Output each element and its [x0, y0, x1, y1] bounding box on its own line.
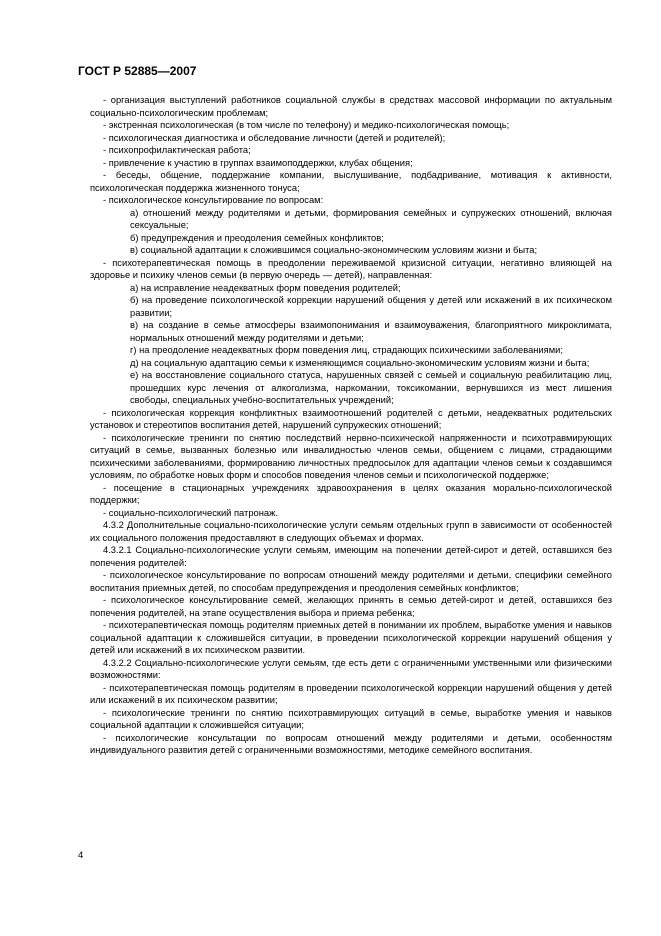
paragraph: - экстренная психологическая (в том числе по телефону) и медико-психологическая помощь;	[103, 120, 510, 130]
page-number: 4	[78, 850, 84, 861]
section-paragraph: 4.3.2.2 Социально-психологические услуги семьям, где есть дети с ограниченными умственными или физическими возможностями:	[90, 657, 612, 680]
paragraph: - психологическое консультирование по вопросам отношений между родителями и детьми, специфики семейного воспитания приемных детей, по способам предупреждения и преодоления семейных конфликтов;	[90, 570, 612, 593]
list-subitem: д) на социальную адаптацию семьи к изменяющимся социально-экономическим условиям жизни и быта;	[130, 357, 590, 368]
paragraph: - беседы, общение, поддержание компании, выслушивание, подбадривание, мотивация к активности, психологическая поддержка жизненного тонуса;	[90, 170, 612, 193]
paragraph: - психологическое консультирование семей, желающих принять в семью детей-сирот и детей, оставшихся без попечения родителей, на этапе осуществления выбора и приема ребенка;	[90, 595, 612, 618]
paragraph: - психотерапевтическая помощь в преодолении переживаемой кризисной ситуации, негативно влияющей на здоровье и психику членов семьи (в первую очередь — детей), направленная:	[90, 257, 612, 280]
document-header: ГОСТ Р 52885—2007	[78, 64, 197, 78]
paragraph: - психологическая коррекция конфликтных взаимоотношений родителей с детьми, неадекватных родительских установок и стереотипов воспитания детей, нарушений супружеских отношений;	[90, 407, 612, 430]
paragraph: - психологические тренинги по снятию последствий нервно-психической напряженности и психотравмирующих ситуаций в семье, вызванных болезнью или инвалидностью членов семьи, общением с лицами, страдающими психическими заболеваниями, формированию личностных предпосылок для адаптации членов семьи к создавшимся условиям, по обработке новых форм и способов поведения членов семьи и психологической поддержке;	[90, 432, 612, 480]
paragraph: - психологические консультации по вопросам отношений между родителями и детьми, особенностям индивидуального развития детей с ограниченными возможностями, методике семейного воспитания.	[90, 732, 612, 755]
paragraph: - психологическое консультирование по вопросам:	[103, 195, 324, 205]
document-body	[90, 94, 612, 757]
list-subitem: б) предупреждения и преодоления семейных конфликтов;	[130, 232, 384, 243]
paragraph: - организация выступлений работников социальной службы в средствах массовой информации по актуальным социально-психологическим проблемам;	[90, 95, 612, 118]
paragraph: - психопрофилактическая работа;	[103, 145, 251, 155]
list-subitem: б) на проведение психологической коррекции нарушений общения у детей или искажений в их психическом развитии;	[130, 295, 612, 318]
paragraph: - психологическая диагностика и обследование личности (детей и родителей);	[103, 132, 446, 143]
paragraph: - психологические тренинги по снятию психотравмирующих ситуаций в семье, выработке умения и навыков социальной адаптации к сложившейся ситуации;	[90, 707, 612, 730]
list-subitem: а) на исправление неадекватных форм поведения родителей;	[130, 282, 401, 293]
list-subitem: а) отношений между родителями и детьми, формирования семейных и супружеских отношений, включая сексуальные;	[130, 207, 612, 230]
paragraph: - социально-психологический патронаж.	[103, 507, 278, 518]
section-paragraph: 4.3.2 Дополнительные социально-психологические услуги семьям отдельных групп в зависимости от особенностей их социального положения предоставляют в следующих объемах и формах.	[90, 520, 612, 543]
list-subitem: в) на создание в семье атмосферы взаимопонимания и взаимоуважения, благоприятного микроклимата, нормальных отношений между родителями и детьми;	[130, 320, 612, 343]
list-subitem: г) на преодоление неадекватных форм поведения лиц, страдающих психическими заболеваниями;	[130, 345, 563, 355]
paragraph: - психотерапевтическая помощь родителям приемных детей в понимании их проблем, выработке умения и навыков социальной адаптации к сложившейся ситуации, в проведении психологической коррекции нарушений общения у детей или искажений в их психическом развитии.	[90, 620, 612, 655]
paragraph: - психотерапевтическая помощь родителям в проведении психологической коррекции нарушений общения у детей или искажений в их психическом развитии;	[90, 682, 612, 705]
paragraph: - привлечение к участию в группах взаимоподдержки, клубах общения;	[103, 157, 413, 168]
list-subitem: в) социальной адаптации к сложившимся социально-экономическим условиям жизни и быта;	[130, 245, 538, 255]
section-paragraph: 4.3.2.1 Социально-психологические услуги семьям, имеющим на попечении детей-сирот и детей, оставшихся без попечения родителей:	[90, 545, 612, 568]
paragraph: - посещение в стационарных учреждениях здравоохранения в целях оказания морально-психологической поддержки;	[90, 482, 612, 505]
list-subitem: е) на восстановление социального статуса, нарушенных связей с семьей и социальную реабилитацию лиц, прошедших курс лечения от алкоголизма, наркомании, токсикомании, вернувшихся из мест лишения свободы, специальных учебно-воспитательных учреждений;	[130, 370, 612, 405]
